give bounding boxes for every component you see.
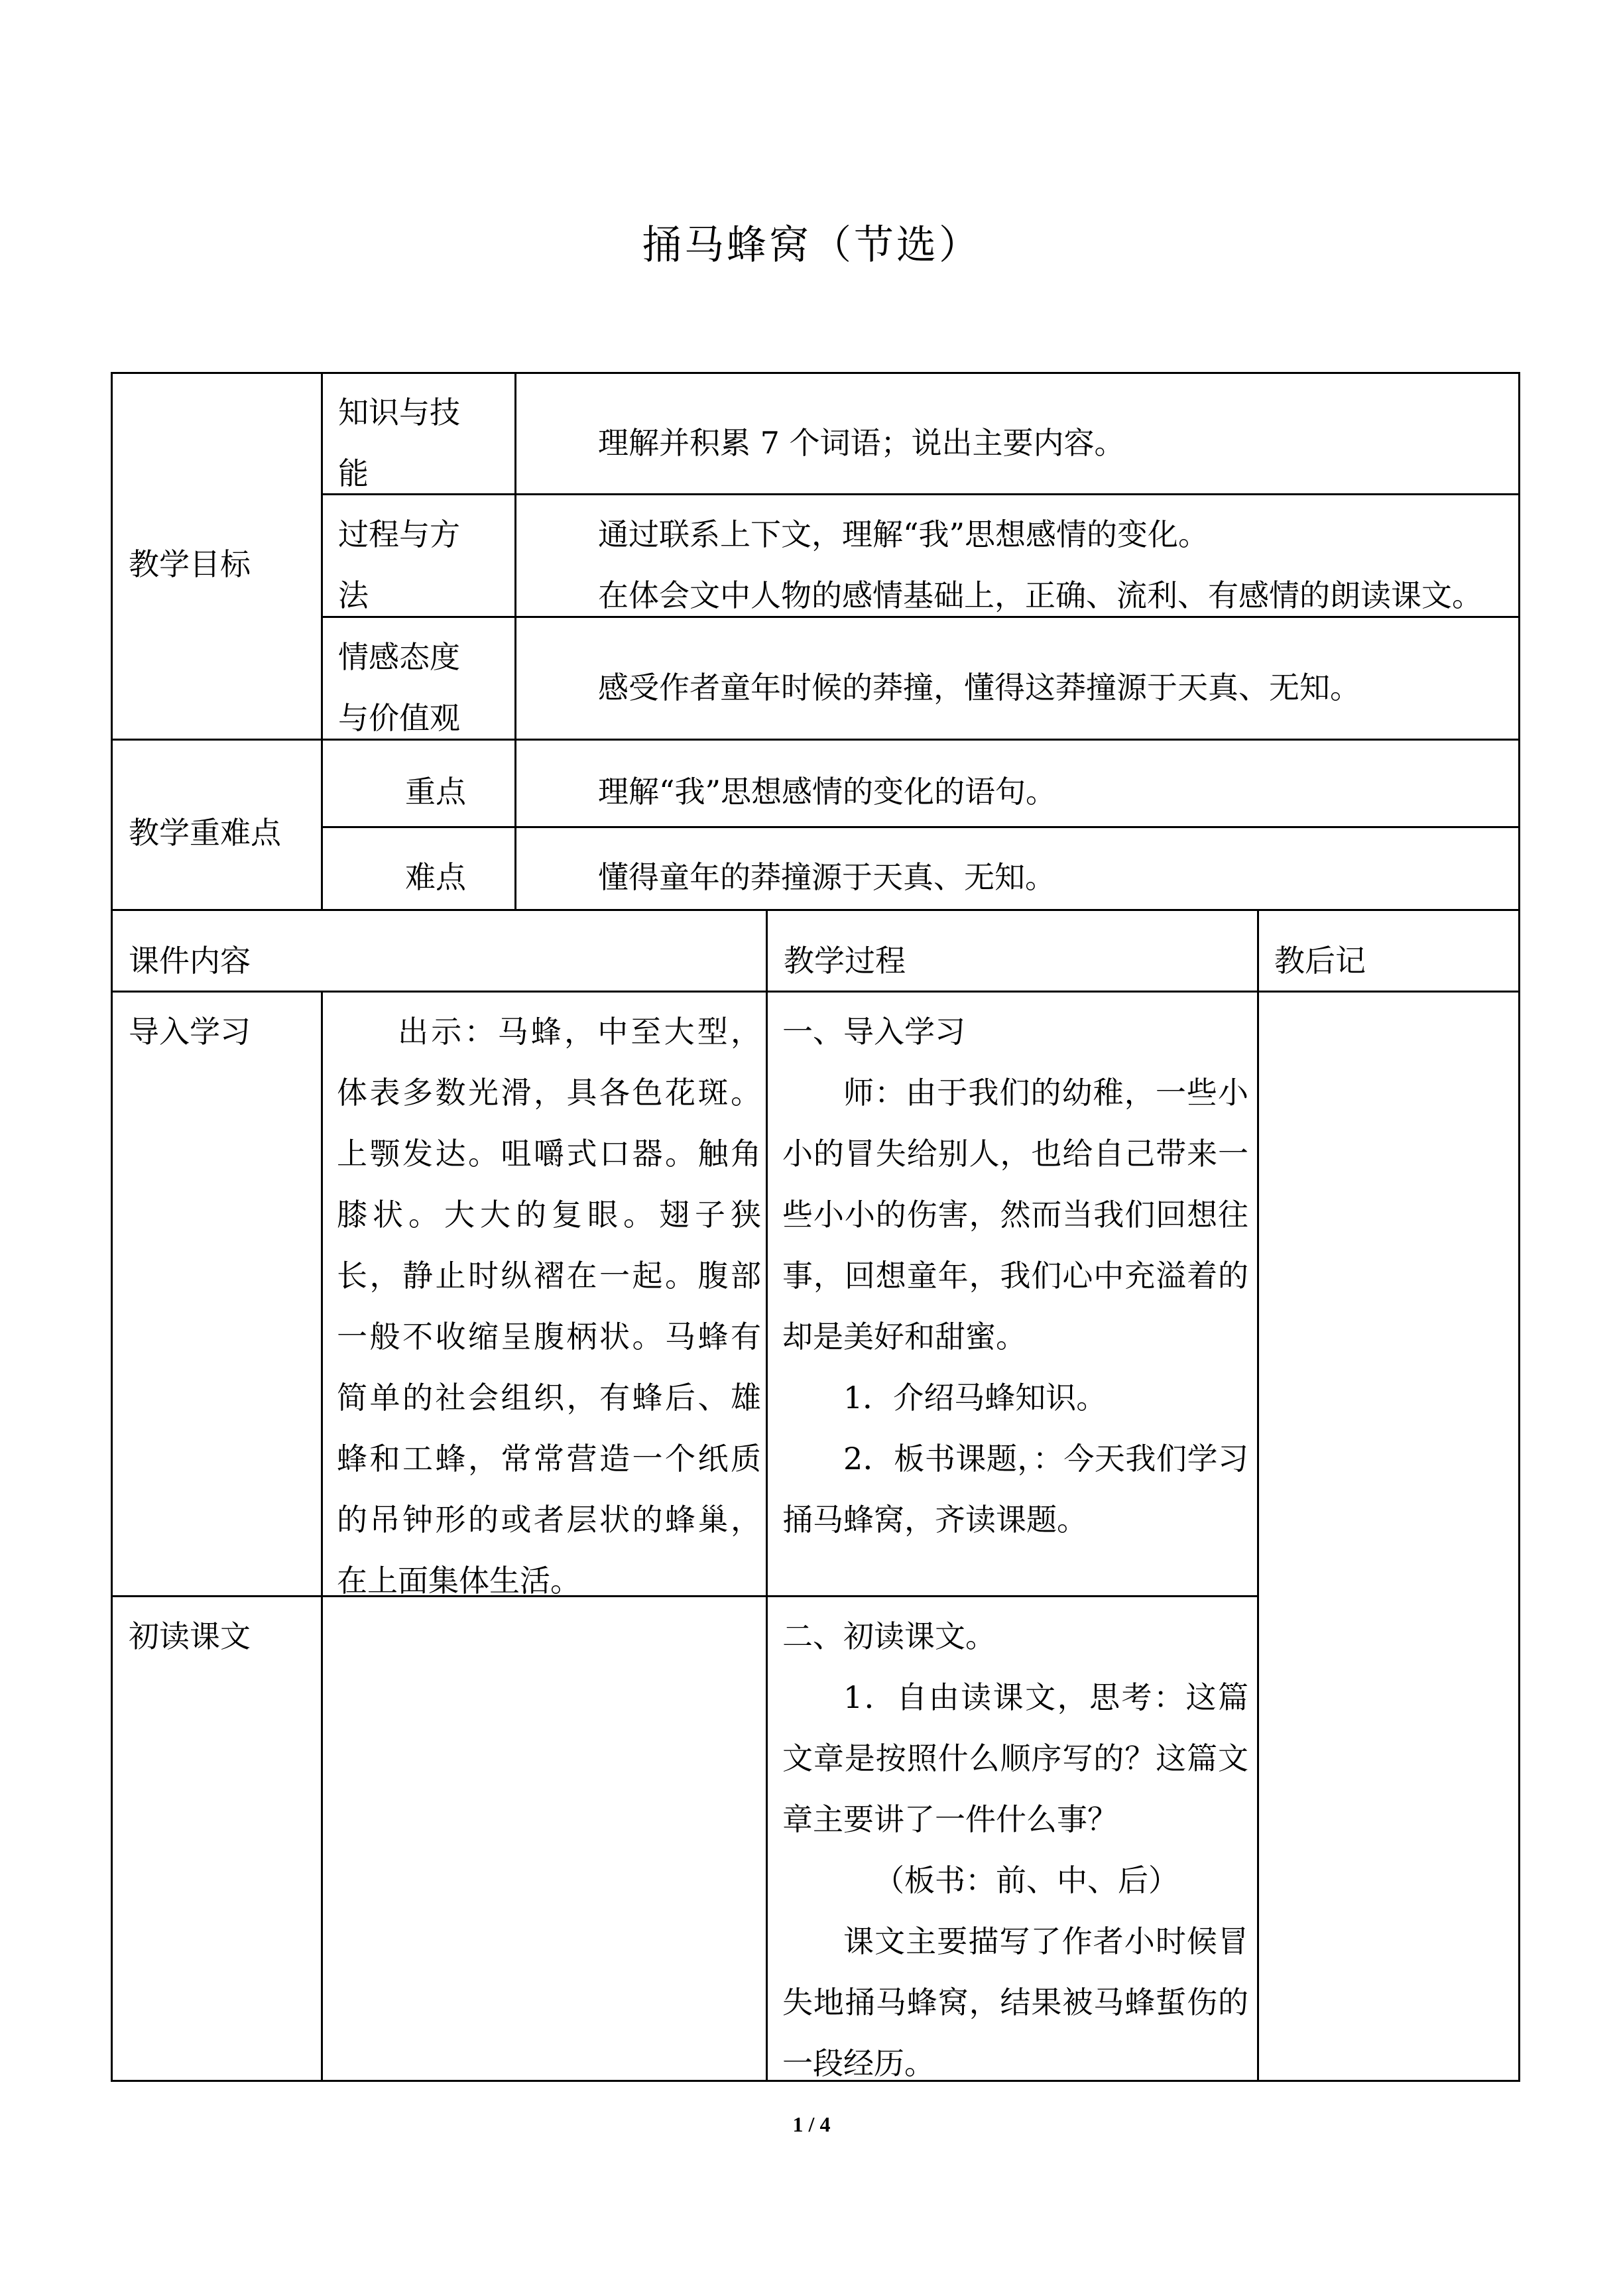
process-reading-board: （板书：前、中、后） (874, 1862, 1179, 1898)
objective-content-process-2: 在体会文中人物的感情基础上，正确、流利、有感情的朗读课文。 (598, 577, 1482, 613)
header-process: 教学过程 (784, 943, 906, 979)
page-number: 1 / 4 (792, 2112, 831, 2136)
objective-content-attitude: 感受作者童年时候的莽撞，懂得这莽撞源于天真、无知。 (598, 670, 1360, 705)
objective-content-process-1: 通过联系上下文，理解“我”思想感情的变化。 (598, 516, 1209, 552)
process-reading-heading: 二、初读课文。 (782, 1618, 996, 1654)
process-reading-step-1: 1．自由读课文，思考：这篇文章是按照什么顺序写的？这篇文章主要讲了一件什么事？ (782, 1679, 1248, 1837)
objective-content-knowledge: 理解并积累 7 个词语；说出主要内容。 (598, 425, 1125, 461)
header-notes: 教后记 (1274, 943, 1366, 979)
row-divider (111, 909, 1520, 911)
row-divider (321, 826, 1520, 828)
process-reading-summary: 课文主要描写了作者小时候冒失地捅马蜂窝，结果被马蜂蜇伤的一段经历。 (782, 1923, 1248, 2081)
process-intro-step-1: 1．介绍马蜂知识。 (843, 1380, 1107, 1416)
process-intro-step-2: 2．板书课题，：今天我们学习捅马蜂窝，齐读课题。 (782, 1441, 1248, 1538)
section-label-reading: 初读课文 (129, 1618, 251, 1654)
keypoint-label-difficulty: 难点 (405, 859, 466, 895)
section-label-intro: 导入学习 (129, 1014, 251, 1050)
page-title: 捅马蜂窝（节选） (642, 222, 981, 269)
header-courseware: 课件内容 (129, 943, 251, 979)
col-divider (321, 991, 323, 2082)
process-reading (782, 1606, 1248, 2094)
row-divider (321, 493, 1520, 495)
process-intro-heading: 一、导入学习 (782, 1014, 965, 1050)
keypoint-content-focus: 理解“我”思想感情的变化的语句。 (598, 774, 1057, 810)
col-divider (766, 909, 768, 2082)
keypoint-content-difficulty: 懂得童年的莽撞源于天真、无知。 (598, 859, 1055, 895)
objectives-label: 教学目标 (129, 546, 251, 582)
objective-label-knowledge: 知识与技能 (338, 394, 460, 491)
keypoints-label: 教学重难点 (129, 815, 281, 851)
keypoint-label-focus: 重点 (405, 774, 466, 810)
courseware-intro-text: 出示：马蜂，中至大型，体表多数光滑，具各色花斑。上颚发达。咀嚼式口器。触角膝状。大大的复眼。翅子狭长，静止时纵褶在一起。腹部一般不收缩呈腹柄状。马蜂有简单的社会组织，有蜂后、雄蜂和工蜂，常常营造一个纸质的吊钟形的或者层状的蜂巢，在上面集体生活。 (337, 1014, 761, 1599)
objective-label-attitude: 情感态度与价值观 (338, 639, 460, 736)
col-divider (1257, 909, 1259, 2082)
process-intro-teacher: 师：由于我们的幼稚，一些小小的冒失给别人，也给自己带来一些小小的伤害，然而当我们回想往事，回想童年，我们心中充溢着的却是美好和甜蜜。 (782, 1075, 1248, 1355)
col-divider (321, 372, 323, 909)
objective-label-process: 过程与方法 (338, 516, 460, 613)
process-intro (782, 1001, 1248, 1550)
col-divider (514, 372, 516, 909)
